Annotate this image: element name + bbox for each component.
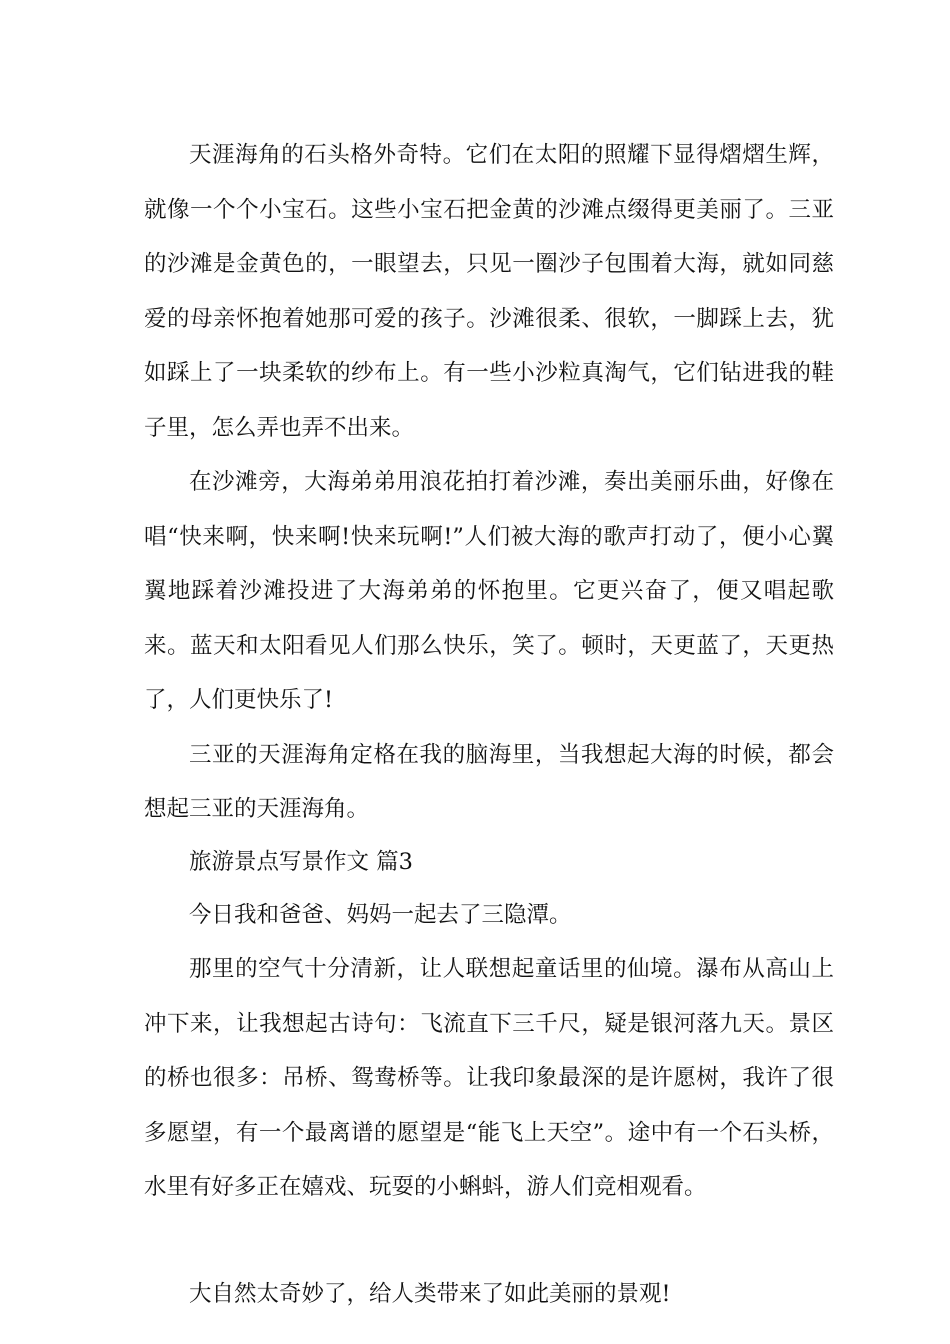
paragraph-scenery: 那里的空气十分清新，让人联想起童话里的仙境。瀑布从高山上冲下来，让我想起古诗句：飞流直下三千尺，疑是银河落九天。景区的桥也很多：吊桥、鸳鸯桥等。让我印象最深的是许愿树，我许了很多愿望，有一个最离谱的愿望是“能飞上天空”。途中有一个石头桥，水里有好多正在嬉戏、玩耍的小蝌蚪，游人们竞相观看。 — [144, 956, 834, 1200]
paragraph-beach-waves: 在沙滩旁，大海弟弟用浪花拍打着沙滩，奏出美丽乐曲，好像在唱“快来啊，快来啊!快来玩啊!”人们被大海的歌声打动了，便小心翼翼地踩着沙滩投进了大海弟弟的怀抱里。它更兴奋了，便又唱起歌来。蓝天和太阳看见人们那么快乐，笑了。顿时，天更蓝了，天更热了，人们更快乐了! — [144, 469, 834, 713]
document-body — [144, 128, 834, 1321]
section-heading: 旅游景点写景作文 篇3 — [189, 848, 413, 875]
paragraph-conclusion: 大自然太奇妙了，给人类带来了如此美丽的景观! — [189, 1280, 671, 1307]
blank-line — [144, 1215, 834, 1267]
paragraph-stones: 天涯海角的石头格外奇特。它们在太阳的照耀下显得熠熠生辉，就像一个个小宝石。这些小宝石把金黄的沙滩点缀得更美丽了。三亚的沙滩是金黄色的，一眼望去，只见一圈沙子包围着大海，就如同慈爱的母亲怀抱着她那可爱的孩子。沙滩很柔、很软，一脚踩上去，犹如踩上了一块柔软的纱布上。有一些小沙粒真淘气，它们钻进我的鞋子里，怎么弄也弄不出来。 — [144, 142, 834, 441]
paragraph-sanya-memory: 三亚的天涯海角定格在我的脑海里，当我想起大海的时候，都会想起三亚的天涯海角。 — [144, 741, 834, 822]
paragraph-trip-intro: 今日我和爸爸、妈妈一起去了三隐潭。 — [189, 901, 572, 928]
